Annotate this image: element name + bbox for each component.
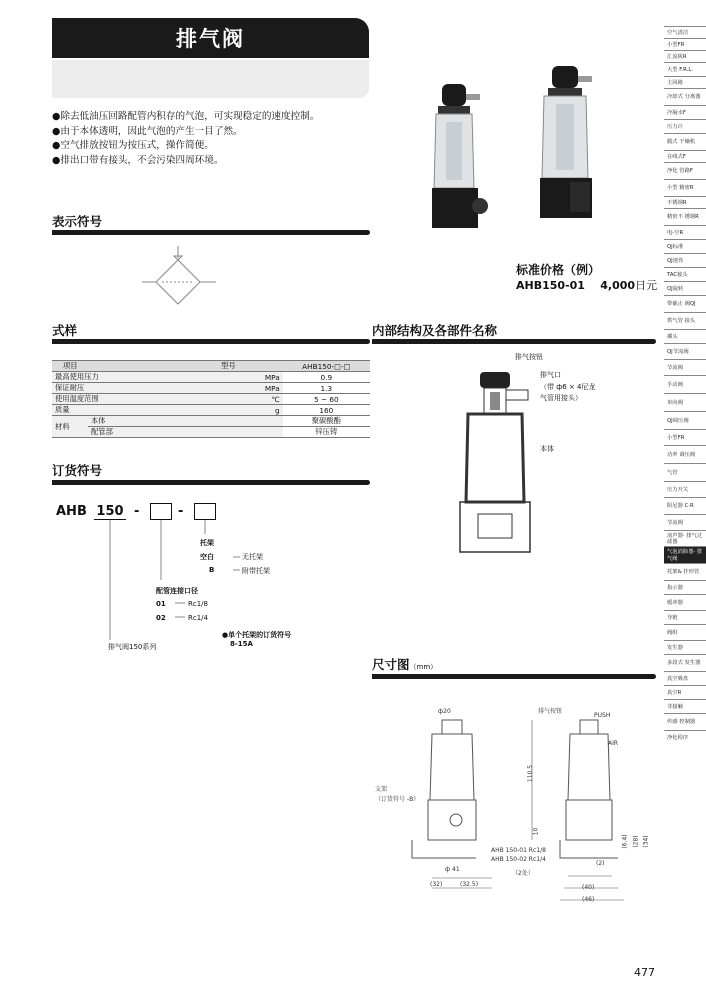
dim-34: (34) (642, 835, 650, 848)
sidebar-item[interactable]: 节流阀 (664, 514, 706, 530)
spec-heading: 式样 (52, 323, 78, 338)
sidebar-item[interactable]: 压力计 (664, 119, 706, 133)
port-box (150, 503, 172, 520)
label-port-note1: （带 ф6 × 4尼龙 (540, 383, 596, 391)
page-number: 477 (634, 966, 655, 979)
product-photo (420, 62, 620, 232)
label-port: 排气口 (540, 371, 561, 379)
dimension-heading: 尺寸图（mm） (372, 657, 438, 672)
price-unit: 日元 (635, 279, 658, 292)
sidebar-index (664, 26, 706, 744)
section-rule (52, 230, 370, 235)
dim-phi41: ф 41 (445, 866, 460, 873)
table-row: 保证耐压 MPa 1.3 (52, 383, 370, 394)
sidebar-item[interactable]: 净化程序 (664, 730, 706, 744)
sidebar-item[interactable]: 冷凝水F (664, 105, 706, 119)
series-label: 排气阀150系列 (108, 643, 157, 651)
order-code: AHB (56, 504, 87, 519)
sidebar-item[interactable]: 多段式 发生器 (664, 654, 706, 671)
sidebar-item[interactable]: 气管 (664, 463, 706, 481)
sidebar-item[interactable]: 小型FR (664, 429, 706, 445)
dim-28: (28) (632, 835, 640, 848)
sidebar-item[interactable]: 阻尼器 C·R (664, 497, 706, 514)
sidebar-item[interactable]: 不锈钢R (664, 196, 706, 208)
dim-exhaust-button: 排气按钮 (538, 708, 563, 715)
sidebar-item[interactable]: 非接触 (664, 699, 706, 713)
price-amount: 4,000 (600, 279, 636, 292)
sidebar-item[interactable]: QJ节流阀 (664, 343, 706, 359)
page-title (52, 18, 369, 58)
sidebar-item[interactable]: 节流阀 (664, 359, 706, 375)
section-rule (52, 480, 370, 485)
sidebar-item[interactable]: 传感 控制器 (664, 713, 706, 730)
bracket-blank: 空白 (200, 553, 214, 561)
feature-item: ●由于本体透明，因此气泡的产生一目了然。 (52, 125, 243, 137)
port-02-desc: Rc1/4 (188, 614, 208, 622)
dim-46: (46) (582, 896, 595, 903)
dim-model2: AHB 150-02 Rc1/4 (491, 856, 546, 863)
sidebar-item[interactable]: 空气清洁 (664, 26, 706, 38)
sidebar-item[interactable]: 小型 精密R (664, 179, 706, 196)
port-01: 01 (156, 600, 166, 608)
feature-item: ●排出口带有接头，不会污染四周环境。 (52, 154, 224, 166)
spec-header-item: 项目 型号 (52, 361, 239, 372)
sidebar-item[interactable]: 汇流板R (664, 50, 706, 62)
sidebar-item[interactable]: 净化 管路F (664, 162, 706, 179)
port-title: 配管连接口径 (156, 587, 198, 595)
section-rule (52, 339, 370, 344)
dim-air: AIR (608, 740, 619, 747)
pneumatic-symbol (140, 246, 220, 310)
order-code-size: 150 (94, 504, 126, 520)
dim-64: (6.4) (621, 834, 629, 849)
dim-325: (32.5) (460, 881, 479, 888)
sidebar-item[interactable]: 冷却式 分离器 (664, 88, 706, 105)
port-01-desc: Rc1/8 (188, 600, 208, 608)
sidebar-item[interactable]: 在线式F (664, 150, 706, 162)
table-row: 最高使用压力 MPa 0.9 (52, 372, 370, 383)
dim-10: 10 (532, 827, 540, 836)
order-dash: - (178, 504, 184, 519)
feature-item: ●空气排放按钮为按压式，操作简便。 (52, 140, 214, 152)
sidebar-item[interactable]: TAC接头 (664, 267, 706, 281)
sidebar-item[interactable]: 主回路 (664, 76, 706, 88)
bracket-b-desc: 附带托架 (242, 567, 270, 575)
sidebar-item[interactable]: 托架& 挂形管 (664, 563, 706, 580)
sidebar-item[interactable]: 发生器 (664, 640, 706, 654)
sidebar-item[interactable]: 气泡消除器· 排气阀 (664, 546, 706, 563)
title-text: 排气阀 (176, 27, 245, 51)
order-dash: - (134, 504, 140, 519)
label-body: 本体 (540, 445, 554, 453)
bracket-note-code: 8-15A (230, 640, 253, 648)
dim-model1: AHB 150-01 Rc1/8 (491, 847, 546, 854)
symbol-heading: 表示符号 (52, 214, 103, 229)
port-02: 02 (156, 614, 166, 622)
sidebar-item[interactable]: 真空吸盘 (664, 671, 706, 685)
sidebar-item[interactable]: 手动阀 (664, 375, 706, 393)
sidebar-item[interactable]: QJ调压阀 (664, 411, 706, 429)
sidebar-item[interactable]: 膜式 干燥机 (664, 133, 706, 150)
sidebar-item[interactable]: 大型 F.R.L. (664, 62, 706, 76)
table-row: 质量 g 160 (52, 405, 370, 416)
price-line (516, 277, 657, 293)
sidebar-item[interactable]: 功率 调压阀 (664, 445, 706, 463)
sidebar-item[interactable]: 小型FR (664, 38, 706, 50)
sidebar-item[interactable]: 精密不 锈钢R (664, 208, 706, 225)
sidebar-item[interactable]: 缓冲器 (664, 594, 706, 610)
sidebar-item[interactable]: 导链 (664, 610, 706, 624)
sidebar-item[interactable]: 电-空R (664, 225, 706, 239)
dim-40: (40) (582, 884, 595, 891)
bracket-note: ●单个托架的订货符号 (222, 631, 292, 639)
dim-push: PUSH (594, 712, 611, 719)
feature-list (52, 110, 372, 168)
spec-header-model: AHB150-□-□ (283, 361, 370, 372)
bracket-b: B (209, 566, 215, 574)
order-leader-lines (100, 520, 240, 650)
structure-heading: 内部结构及各部件名称 (372, 323, 498, 338)
table-row: 配管部 锌压铸 (52, 427, 370, 438)
feature-item: ●除去低油压回路配管内积存的气泡，可实现稳定的速度控制。 (52, 111, 320, 122)
section-rule (372, 339, 656, 344)
sidebar-item[interactable]: 阀组 (664, 624, 706, 640)
sidebar-item[interactable]: 压力开关 (664, 481, 706, 497)
dim-bracket-code: （订货符号 -B） (375, 796, 420, 803)
price-model: AHB150-01 (516, 279, 585, 292)
sidebar-item[interactable]: 插头 (664, 329, 706, 343)
sidebar-item[interactable]: QJ标准 (664, 239, 706, 253)
sidebar-item[interactable]: QJ旋转 (664, 281, 706, 295)
dim-1105: 110.5 (527, 764, 535, 783)
section-rule (372, 674, 656, 679)
price-label: 标准价格（例） (516, 263, 601, 277)
sidebar-item[interactable]: QJ迷你 (664, 253, 706, 267)
table-row: 材料 本体 聚碳酸酯 (52, 416, 370, 427)
table-row: 使用温度范围 ℃ 5 ~ 60 (52, 394, 370, 405)
bracket-blank-desc: 无托架 (242, 553, 263, 561)
dim-2: (2) (596, 860, 605, 867)
sidebar-item[interactable]: 真空R (664, 685, 706, 699)
dim-places: （2处） (512, 870, 534, 877)
sidebar-item[interactable]: 消声器· 排气过滤器 (664, 530, 706, 546)
sidebar-item[interactable]: 单向阀 (664, 393, 706, 411)
dim-bracket-label: 支架 (375, 786, 388, 793)
dim-phi20: ф20 (438, 708, 451, 715)
bracket-box (194, 503, 216, 520)
spec-table (52, 360, 370, 438)
bracket-title: 托架 (200, 539, 214, 547)
title-subbar (52, 60, 369, 98)
label-button: 排气按钮 (515, 353, 543, 361)
sidebar-item[interactable]: 供气管 接头 (664, 312, 706, 329)
label-port-note2: 气管用接头） (540, 394, 582, 402)
order-heading: 订货符号 (52, 463, 103, 478)
dim-32: (32) (430, 881, 443, 888)
sidebar-item[interactable]: 带截止 阀QJ (664, 295, 706, 312)
sidebar-item[interactable]: 指示器 (664, 580, 706, 594)
